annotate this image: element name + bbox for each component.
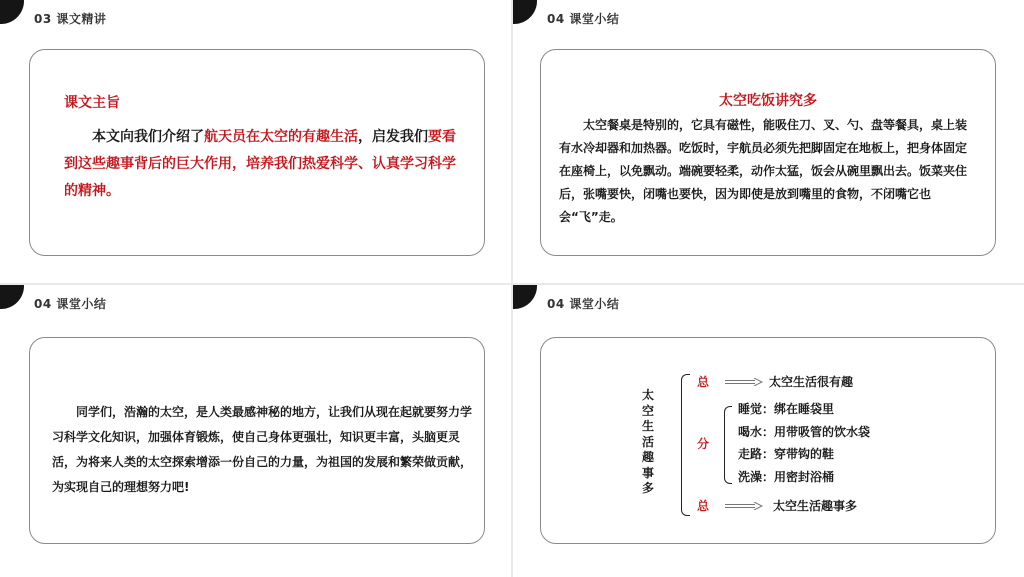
content-card — [29, 49, 485, 256]
corner-decoration — [0, 0, 24, 24]
card-title: 课文主旨 — [64, 95, 120, 111]
detail-item-bath: 洗澡：用密封浴桶 — [738, 470, 835, 484]
detail-item-drink: 喝水：用带吸管的饮水袋 — [738, 425, 871, 439]
detail-label: 分 — [697, 437, 710, 451]
diagram-vertical-title: 太空生活趣事多 — [641, 388, 654, 495]
body-highlight: 航天员在太空的有趣生活 — [204, 129, 358, 145]
summary-bottom-text: 太空生活趣事多 — [773, 499, 858, 513]
slide-summary-diagram — [513, 285, 1024, 577]
slide-summary-encouragement — [0, 285, 511, 577]
body-text: ，启发我们 — [358, 129, 428, 145]
slide-header: 03 课文精讲 — [34, 12, 107, 26]
card-body: 太空餐桌是特别的，它具有磁性，能吸住刀、叉、勺、盘等餐具，桌上装有水冷却器和加热器。吃饭时，宇航员必须先把脚固定在地板上，把身体固定在座椅上，以免飘动。端碗要轻柔，动作太猛，饭会从碗里飘出去。饭菜夹住后，张嘴要快，闭嘴也要快，因为即使是放到嘴里的食物，不闭嘴它也会“飞”走。 — [559, 118, 968, 224]
detail-item-walk: 走路：穿带钩的鞋 — [738, 447, 835, 461]
slide-lesson-explanation — [0, 0, 511, 283]
corner-decoration — [513, 285, 537, 309]
slide-header: 04 课堂小结 — [34, 297, 107, 311]
corner-decoration — [0, 285, 24, 309]
corner-decoration — [513, 0, 537, 24]
body-text: 本文向我们介绍了 — [92, 129, 204, 145]
slide-summary-eating — [513, 0, 1024, 283]
body-highlight: 要看到这些趣事背后的巨大作用，培养我们热爱科学、认真学习科学的精神。 — [64, 129, 456, 199]
card-body: 同学们，浩瀚的太空，是人类最感神秘的地方，让我们从现在起就要努力学习科学文化知识，加强体育锻炼，使自己身体更强壮，知识更丰富，头脑更灵活，为将来人类的太空探索增添一份自己的力量，为祖国的发展和繁荣做贡献，为实现自己的理想努力吧! — [52, 405, 473, 494]
detail-item-sleep: 睡觉：绑在睡袋里 — [738, 402, 835, 416]
content-card — [29, 337, 485, 544]
outer-bracket — [681, 374, 690, 516]
summary-label-top: 总 — [697, 375, 710, 389]
card-title: 太空吃饭讲究多 — [719, 93, 817, 109]
slide-header: 04 课堂小结 — [547, 297, 620, 311]
summary-label-bottom: 总 — [697, 499, 710, 513]
content-card — [540, 49, 996, 256]
summary-top-text: 太空生活很有趣 — [769, 375, 854, 389]
content-card — [540, 337, 996, 544]
arrow-right-icon — [725, 502, 763, 510]
card-body — [64, 124, 464, 205]
inner-bracket — [724, 406, 732, 484]
arrow-right-icon — [725, 378, 763, 386]
slide-header: 04 课堂小结 — [547, 12, 620, 26]
